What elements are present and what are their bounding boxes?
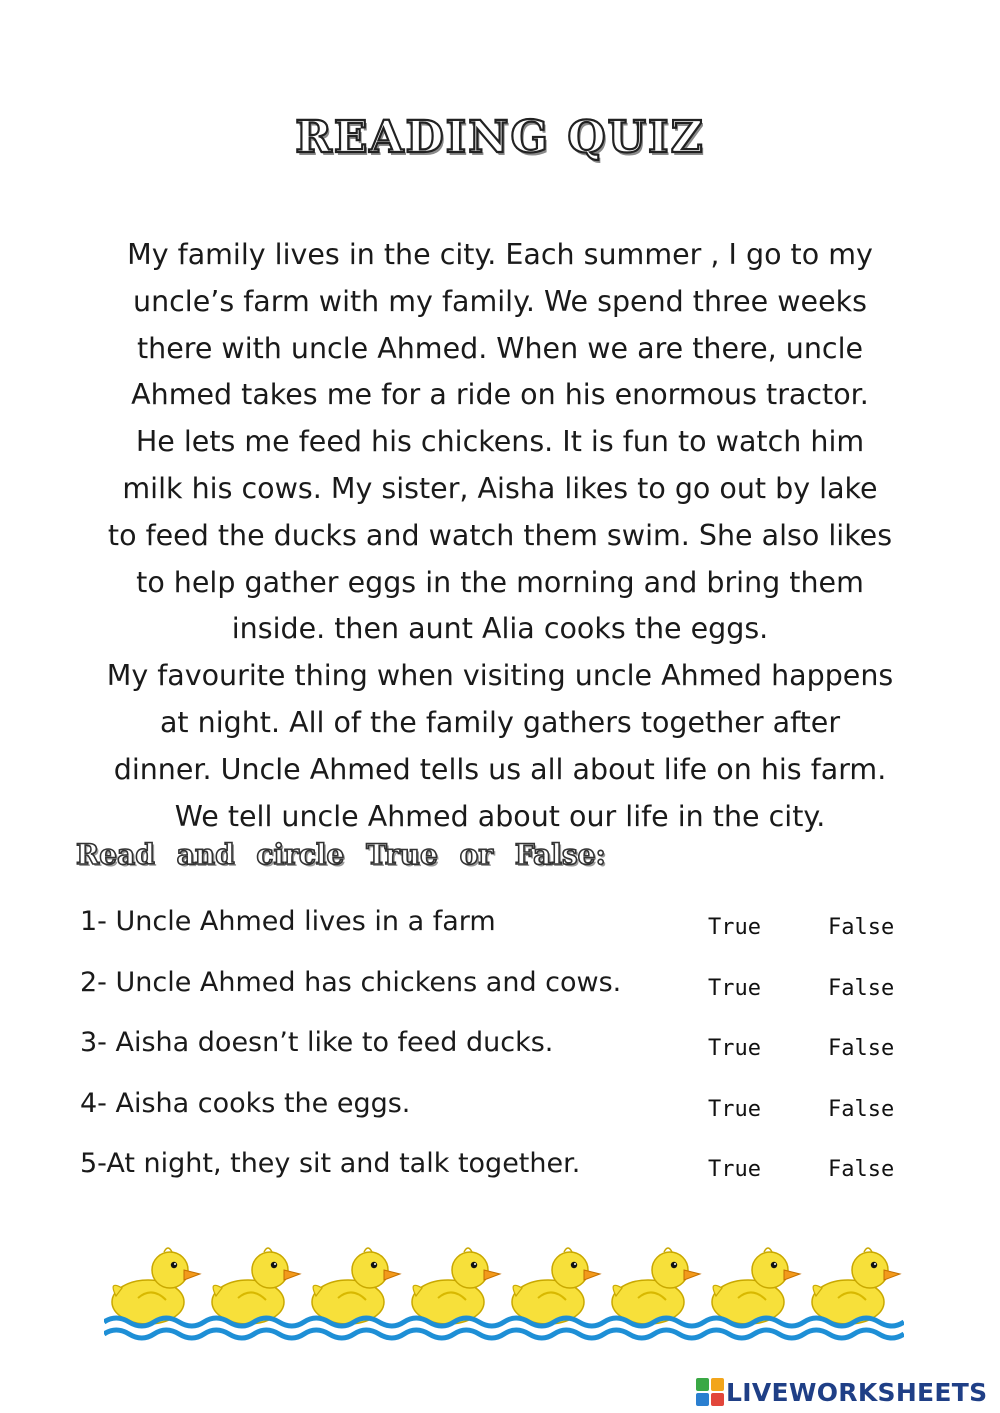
question-text: 5-At night, they sit and talk together. [80,1148,581,1179]
story-line: My favourite thing when visiting uncle Ahmed happens [106,659,894,693]
question-text: 1- Uncle Ahmed lives in a farm [80,906,496,937]
duck-icon [712,1248,800,1324]
instruction-heading [76,838,606,871]
story-line: there with uncle Ahmed. When we are there, uncle [136,331,864,365]
question-row-5 [0,1140,1000,1190]
instruction-word: circle [256,838,345,871]
true-option[interactable]: True [708,915,761,940]
duck-icon [212,1248,300,1324]
story-line: We tell uncle Ahmed about our life in the city. [174,799,826,833]
question-text: 2- Uncle Ahmed has chickens and cows. [80,967,622,998]
false-option[interactable]: False [828,976,895,1001]
story-line: uncle’s farm with my family. We spend three weeks [133,284,867,318]
true-option[interactable]: True [708,1097,761,1122]
page-title [0,112,1000,163]
story-line: dinner. Uncle Ahmed tells us all about life on his farm. [113,752,887,786]
duck-icon [412,1248,500,1324]
question-text: 3- Aisha doesn’t like to feed ducks. [80,1027,554,1058]
question-row-3 [0,1019,1000,1069]
instruction-word: or [459,838,493,871]
instruction-word: Read [76,838,155,871]
story-line: inside. then aunt Alia cooks the eggs. [231,612,769,646]
liveworksheets-logo-icon [696,1378,724,1406]
duck-icon [512,1248,600,1324]
true-option[interactable]: True [708,1036,761,1061]
liveworksheets-logo [696,1376,987,1408]
story-line: to feed the ducks and watch them swim. She also likes [107,518,893,552]
duck-icon [812,1248,900,1324]
false-option[interactable]: False [828,1036,895,1061]
story-line: Ahmed takes me for a ride on his enormous tractor. [131,378,869,412]
instruction-word: and [176,838,235,871]
question-row-2 [0,959,1000,1009]
story-line: He lets me feed his chickens. It is fun to watch him [135,425,865,459]
question-text: 4- Aisha cooks the eggs. [80,1088,411,1119]
duck-icon [612,1248,700,1324]
story-line: to help gather eggs in the morning and bring them [136,565,864,599]
duck-row-illustration [104,1238,904,1344]
false-option[interactable]: False [828,915,895,940]
logo-text: LIVEWORKSHEETS [726,1377,988,1407]
question-row-4 [0,1080,1000,1130]
story-passage [60,232,940,840]
duck-icon [312,1248,400,1324]
water-waves [104,1318,904,1338]
false-option[interactable]: False [828,1097,895,1122]
duck-icon [112,1248,200,1324]
false-option[interactable]: False [828,1157,895,1182]
question-row-1 [0,898,1000,948]
instruction-word: True [366,838,438,871]
story-line: My family lives in the city. Each summer , I go to my [127,238,873,271]
instruction-word: False: [514,838,606,871]
true-option[interactable]: True [708,1157,761,1182]
title-text: READING QUIZ [295,112,705,163]
story-line: at night. All of the family gathers together after [159,705,841,739]
true-option[interactable]: True [708,976,761,1001]
story-line: milk his cows. My sister, Aisha likes to go out by lake [122,471,878,505]
